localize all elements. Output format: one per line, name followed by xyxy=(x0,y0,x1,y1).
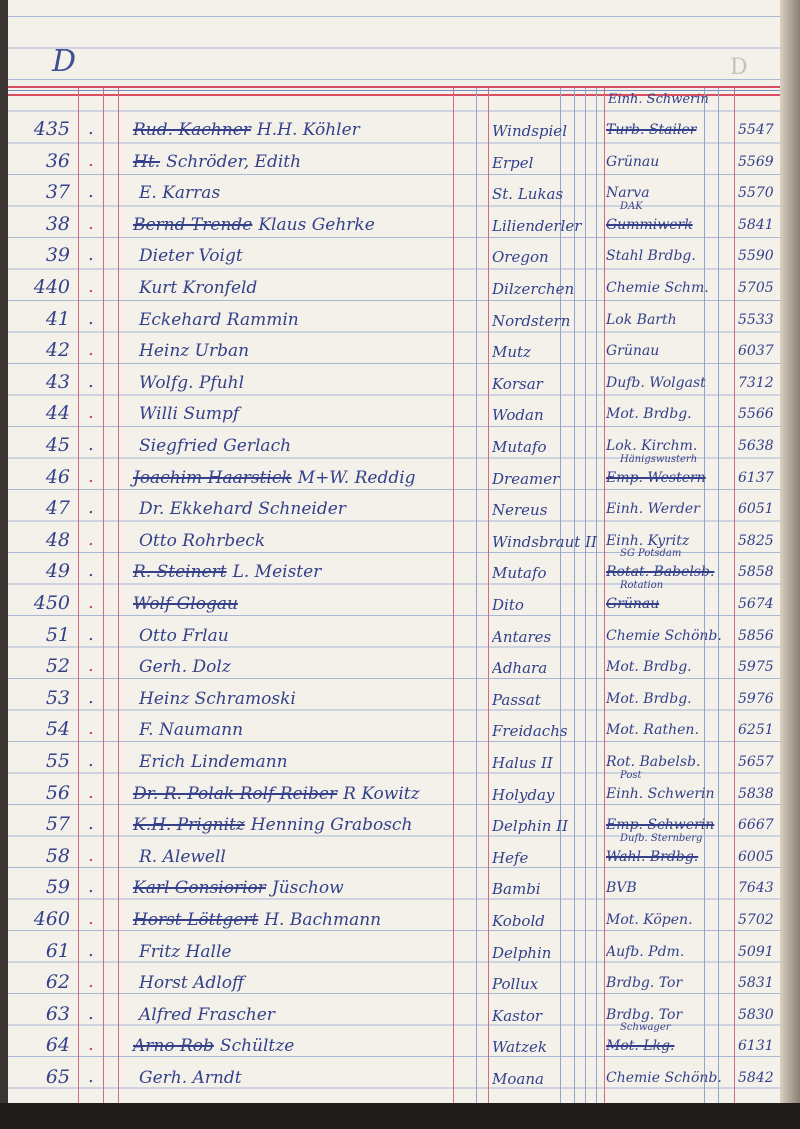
registration-number: 5858 xyxy=(738,564,774,581)
ledger-row xyxy=(0,272,800,303)
registration-number: 5533 xyxy=(738,311,774,328)
entry-number: 49 xyxy=(45,560,70,583)
club-name: Chemie Schönb. xyxy=(606,1070,722,1086)
club-name: Grünau xyxy=(606,153,660,170)
club-cell xyxy=(606,1007,734,1023)
entry-number: 55 xyxy=(45,750,70,772)
ledger-row xyxy=(0,146,800,177)
club-name: Narva xyxy=(606,185,650,202)
registration-number: 5831 xyxy=(738,975,774,992)
club-name: Stahl Brdbg. xyxy=(606,248,696,265)
entry-number: 53 xyxy=(45,686,70,709)
registration-number: 5975 xyxy=(738,659,774,676)
club-annotation: Dufb. Sternberg xyxy=(620,832,703,844)
member-name: L. Meister xyxy=(232,562,322,583)
registration-number: 5705 xyxy=(738,280,774,296)
club-cell xyxy=(606,722,734,738)
entry-number: 450 xyxy=(33,592,70,614)
entry-dot: . xyxy=(88,149,94,171)
entry-dot: . xyxy=(88,339,94,361)
ledger-row xyxy=(0,683,800,714)
registration-number: 6251 xyxy=(738,722,774,739)
boat-name: Watzek xyxy=(492,1038,547,1057)
club-cell xyxy=(606,217,734,233)
registration-number: 6131 xyxy=(738,1038,774,1055)
member-name-cell xyxy=(133,815,412,835)
struck-name: Ht. xyxy=(133,151,161,172)
club-annotation: Hänigswusterh xyxy=(620,453,698,465)
member-name: Eckehard Rammin xyxy=(139,309,299,330)
club-annotation: Post xyxy=(620,769,642,781)
entry-number: 56 xyxy=(45,781,70,804)
boat-name: Freidachs xyxy=(492,722,568,741)
struck-name: Horst Löttgert xyxy=(133,910,259,930)
registration-number: 5976 xyxy=(738,690,774,707)
member-name-cell xyxy=(133,1036,294,1056)
member-name-cell xyxy=(133,784,420,804)
club-cell xyxy=(606,944,734,960)
entry-number: 57 xyxy=(45,813,70,836)
registration-number: 5091 xyxy=(738,943,774,960)
ledger-row xyxy=(0,398,800,429)
boat-name: Mutafo xyxy=(492,438,547,456)
boat-name: Bambi xyxy=(492,880,541,899)
club-cell xyxy=(606,975,734,991)
boat-name: Oregon xyxy=(492,248,549,267)
struck-name: Bernd Trende xyxy=(133,214,253,235)
entry-number: 48 xyxy=(45,528,70,551)
member-name: H. Bachmann xyxy=(264,910,382,930)
club-cell xyxy=(606,343,734,359)
member-name: Fritz Halle xyxy=(139,941,232,962)
club-cell xyxy=(606,406,734,422)
entry-number: 37 xyxy=(45,181,70,204)
entry-number: 440 xyxy=(33,276,70,298)
page-bottom-edge xyxy=(0,1103,800,1129)
entry-number: 62 xyxy=(45,971,70,994)
boat-name: Kastor xyxy=(492,1006,543,1025)
registration-number: 6051 xyxy=(738,501,774,518)
ledger-row xyxy=(0,1062,800,1093)
club-name: Brdbg. Tor xyxy=(606,975,683,992)
club-cell xyxy=(606,375,734,391)
boat-name: Erpel xyxy=(492,153,534,172)
boat-name: Delphin II xyxy=(492,817,569,836)
entry-dot: . xyxy=(88,718,94,740)
registration-number: 5547 xyxy=(738,122,774,138)
entry-dot: . xyxy=(88,971,94,993)
member-name: Schültze xyxy=(219,1036,295,1057)
boat-name: Dito xyxy=(492,596,524,614)
club-name: Lok. Kirchm. xyxy=(606,438,698,454)
club-cell xyxy=(606,628,734,644)
ledger-row xyxy=(0,493,800,524)
entry-number: 36 xyxy=(45,149,70,172)
member-name: Henning Grabosch xyxy=(250,815,413,836)
struck-name: Rud. Kachner xyxy=(133,120,251,140)
struck-name: Wolf Glogau xyxy=(133,594,238,614)
member-name-cell xyxy=(133,720,243,740)
boat-name: Delphin xyxy=(492,943,552,962)
club-cell xyxy=(606,248,734,264)
entry-number: 51 xyxy=(45,623,70,646)
entry-number: 59 xyxy=(45,876,70,899)
club-name: Einh. Werder xyxy=(606,501,700,518)
club-cell xyxy=(606,280,734,296)
club-name: Mot. Brdbg. xyxy=(606,659,692,676)
boat-name: Windsbraut II xyxy=(492,532,597,551)
ledger-row xyxy=(0,651,800,682)
club-name: Lok Barth xyxy=(606,311,677,328)
ledger-row xyxy=(0,367,800,398)
ledger-row xyxy=(0,746,800,777)
club-name: Aufb. Pdm. xyxy=(606,943,685,960)
struck-club: Wahl. Brdbg. xyxy=(606,848,699,865)
member-name-cell xyxy=(133,847,226,867)
member-name: Wolfg. Pfuhl xyxy=(139,372,245,393)
ledger-row xyxy=(0,936,800,967)
boat-name: Korsar xyxy=(492,374,543,393)
ledger-row xyxy=(0,240,800,271)
club-cell xyxy=(606,1038,734,1054)
entry-dot: . xyxy=(88,623,94,645)
registration-number: 7643 xyxy=(738,880,774,897)
ledger-row xyxy=(0,620,800,651)
member-name-cell xyxy=(133,152,301,172)
entry-dot: . xyxy=(88,560,94,582)
entry-number: 54 xyxy=(45,718,70,741)
member-name: Kurt Kronfeld xyxy=(139,278,258,298)
entry-dot: . xyxy=(88,370,94,392)
club-cell xyxy=(606,533,734,549)
club-name: Dufb. Wolgast xyxy=(606,374,706,391)
entry-dot: . xyxy=(88,118,94,139)
entry-dot: . xyxy=(88,939,94,961)
member-name: R Kowitz xyxy=(343,783,420,804)
boat-name: St. Lukas xyxy=(492,185,564,204)
entry-dot: . xyxy=(88,465,94,487)
registration-number: 6005 xyxy=(738,848,774,865)
club-name: BVB xyxy=(606,880,637,897)
ghost-letter: D xyxy=(730,55,748,80)
struck-club: Emp. Western xyxy=(606,469,706,486)
boat-name: Mutafo xyxy=(492,564,547,583)
struck-club: Grünau xyxy=(606,596,660,612)
registration-number: 5674 xyxy=(738,596,774,612)
struck-club: Rotat. Babelsb. xyxy=(606,564,715,581)
struck-name: Dr. R. Polak Rolf Reiber xyxy=(133,783,338,804)
club-cell xyxy=(606,849,734,865)
ledger-row xyxy=(0,714,800,745)
entry-dot: . xyxy=(88,686,94,708)
club-name: Mot. Brdbg. xyxy=(606,406,692,423)
registration-number: 5590 xyxy=(738,248,774,265)
member-name-cell xyxy=(133,942,231,962)
entry-dot: . xyxy=(88,750,94,771)
entry-number: 61 xyxy=(45,939,70,962)
member-name-cell xyxy=(133,910,381,930)
entry-number: 46 xyxy=(45,465,70,488)
boat-name: Mutz xyxy=(492,343,531,362)
registration-number: 7312 xyxy=(738,374,774,391)
member-name-cell xyxy=(133,973,244,993)
club-name: Grünau xyxy=(606,343,660,360)
member-name: Dieter Voigt xyxy=(139,246,243,267)
ledger-row xyxy=(0,548,800,587)
entry-dot: . xyxy=(88,434,94,455)
member-name-cell xyxy=(133,183,220,203)
club-cell xyxy=(606,122,734,138)
boat-name: Passat xyxy=(492,690,541,709)
club-annotation: SG Potsdam xyxy=(620,548,682,560)
struck-club: Mot. Lkg. xyxy=(606,1038,675,1055)
boat-name: Nordstern xyxy=(492,311,571,330)
entry-dot: . xyxy=(88,908,94,929)
entry-number: 63 xyxy=(45,1002,70,1025)
member-name: Horst Adloff xyxy=(139,973,245,994)
ledger-row xyxy=(0,335,800,366)
member-name: Otto Frlau xyxy=(139,625,229,646)
entry-number: 45 xyxy=(45,434,70,456)
member-name-cell xyxy=(133,1005,275,1025)
registration-number: 5570 xyxy=(738,185,774,202)
boat-name: Adhara xyxy=(492,659,548,678)
club-name: Chemie Schm. xyxy=(606,280,709,296)
club-name: Einh. Schwerin xyxy=(606,785,715,802)
club-name: Mot. Rathen. xyxy=(606,722,699,739)
registration-number: 6137 xyxy=(738,469,774,486)
club-cell xyxy=(606,470,734,486)
struck-name: K.H. Prignitz xyxy=(133,815,245,836)
club-name: Einh. Kyritz xyxy=(606,532,690,549)
member-name: Gerh. Arndt xyxy=(139,1068,242,1088)
club-name: Brdbg. Tor xyxy=(606,1006,683,1023)
member-name-cell xyxy=(133,752,288,772)
registration-number: 6667 xyxy=(738,817,774,834)
boat-name: Hefe xyxy=(492,848,529,867)
entry-number: 44 xyxy=(45,402,70,425)
ledger-row xyxy=(0,200,800,240)
registration-number: 5842 xyxy=(738,1070,774,1086)
member-name: Siegfried Gerlach xyxy=(139,436,292,456)
ledger-row xyxy=(0,872,800,903)
member-name: Gerh. Dolz xyxy=(139,657,231,678)
club-cell xyxy=(606,438,734,454)
club-cell xyxy=(606,185,734,201)
entry-number: 43 xyxy=(45,370,70,393)
member-name: Otto Rohrbeck xyxy=(139,530,266,551)
club-cell xyxy=(606,312,734,328)
struck-name: Joachim Haarstick xyxy=(133,467,292,488)
entry-number: 47 xyxy=(45,497,70,520)
entry-dot: . xyxy=(88,813,94,835)
member-name-cell xyxy=(133,626,229,646)
ledger-row xyxy=(0,832,800,872)
member-name: Alfred Frascher xyxy=(139,1004,275,1025)
entry-dot: . xyxy=(88,402,94,424)
member-name: H.H. Köhler xyxy=(256,120,360,140)
club-cell xyxy=(606,817,734,833)
ledger-row xyxy=(0,580,800,619)
entry-dot: . xyxy=(88,1002,94,1024)
entry-dot: . xyxy=(88,1034,94,1056)
boat-name: Dreamer xyxy=(492,469,560,488)
ledger-row xyxy=(0,999,800,1030)
ledger-row xyxy=(0,114,800,145)
member-name: Jüschow xyxy=(271,878,344,899)
entry-dot: . xyxy=(88,276,94,297)
entry-dot: . xyxy=(88,497,94,519)
club-name: Chemie Schönb. xyxy=(606,627,722,644)
boat-name: Nereus xyxy=(492,501,548,520)
member-name-cell xyxy=(133,1068,242,1088)
club-cell xyxy=(606,691,734,707)
member-name: Heinz Urban xyxy=(139,341,250,362)
entry-number: 41 xyxy=(45,307,70,330)
registration-number: 5841 xyxy=(738,216,774,233)
member-name: Schröder, Edith xyxy=(166,151,302,172)
registration-number: 5702 xyxy=(738,912,774,928)
registration-number: 6037 xyxy=(738,343,774,360)
entry-dot: . xyxy=(88,244,94,266)
ledger-row xyxy=(0,967,800,998)
ledger-row xyxy=(0,904,800,935)
entry-number: 65 xyxy=(45,1066,70,1088)
header-rule-red xyxy=(8,86,780,88)
registration-number: 5825 xyxy=(738,532,774,549)
member-name: E. Karras xyxy=(139,183,221,204)
member-name: Erich Lindemann xyxy=(139,752,288,772)
boat-name: Wodan xyxy=(492,406,544,425)
boat-name: Dilzerchen xyxy=(492,280,575,298)
member-name-cell xyxy=(133,531,265,551)
club-name: Mot. Brdbg. xyxy=(606,690,692,707)
entry-dot: . xyxy=(88,781,94,803)
member-name-cell xyxy=(133,341,249,361)
club-cell xyxy=(606,596,734,612)
member-name: Willi Sumpf xyxy=(139,404,240,425)
club-cell xyxy=(606,154,734,170)
boat-name: Kobold xyxy=(492,912,545,930)
entry-dot: . xyxy=(88,655,94,677)
club-annotation: DAK xyxy=(620,200,643,212)
club-annotation: Schwager xyxy=(620,1022,671,1034)
header-rule-blue xyxy=(8,90,780,91)
club-cell xyxy=(606,564,734,580)
member-name-cell xyxy=(133,246,243,266)
entry-number: 38 xyxy=(45,212,70,235)
registration-number: 5566 xyxy=(738,406,774,423)
member-name: F. Naumann xyxy=(139,720,244,741)
club-name: Rot. Babelsb. xyxy=(606,754,701,770)
club-annotation: Rotation xyxy=(620,580,664,591)
member-name-cell xyxy=(133,657,231,677)
registration-number: 5569 xyxy=(738,153,774,170)
page-letter: D xyxy=(52,44,77,79)
entry-number: 52 xyxy=(45,655,70,678)
member-name-cell xyxy=(133,404,239,424)
club-cell xyxy=(606,880,734,896)
boat-name: Halus II xyxy=(492,754,553,772)
club-name: Mot. Köpen. xyxy=(606,912,693,928)
entry-number: 58 xyxy=(45,844,70,867)
member-name-cell xyxy=(133,310,299,330)
entry-dot: . xyxy=(88,528,94,550)
club-cell xyxy=(606,912,734,928)
struck-name: R. Steinert xyxy=(133,562,227,583)
struck-club: Turb. Stailer xyxy=(606,122,697,138)
member-name-cell xyxy=(133,878,344,898)
member-name-cell xyxy=(133,468,416,488)
member-name: Dr. Ekkehard Schneider xyxy=(139,499,346,520)
member-name: M+W. Reddig xyxy=(297,467,416,488)
entry-number: 42 xyxy=(45,339,70,362)
member-name: R. Alewell xyxy=(139,846,226,867)
registration-number: 5638 xyxy=(738,438,774,454)
ledger-row xyxy=(0,304,800,335)
struck-name: Arno Rob xyxy=(133,1036,214,1057)
member-name-cell xyxy=(133,215,375,235)
entry-number: 64 xyxy=(45,1034,70,1057)
member-name-cell xyxy=(133,278,257,298)
member-name-cell xyxy=(133,373,244,393)
ledger-row xyxy=(0,453,800,493)
entry-dot: . xyxy=(88,592,94,613)
top-annotation: Einh. Schwerin xyxy=(608,92,709,107)
struck-club: Emp. Schwerin xyxy=(606,817,715,834)
struck-name: Karl Gonsiorior xyxy=(133,878,266,899)
registration-number: 5657 xyxy=(738,754,774,770)
member-name-cell xyxy=(133,436,291,456)
member-name-cell xyxy=(133,120,360,140)
club-cell xyxy=(606,659,734,675)
entry-number: 39 xyxy=(45,244,70,267)
entry-dot: . xyxy=(88,212,94,234)
club-cell xyxy=(606,786,734,802)
entry-number: 460 xyxy=(33,908,70,930)
member-name-cell xyxy=(133,689,296,709)
entry-dot: . xyxy=(88,307,94,329)
ledger-row xyxy=(0,1022,800,1061)
entry-dot: . xyxy=(88,844,94,866)
member-name-cell xyxy=(133,594,244,614)
entry-number: 435 xyxy=(33,118,70,140)
struck-club: Gummiwerk xyxy=(606,216,693,233)
club-cell xyxy=(606,1070,734,1086)
boat-name: Antares xyxy=(492,627,552,646)
boat-name: Moana xyxy=(492,1070,544,1088)
entry-dot: . xyxy=(88,181,94,203)
registration-number: 5856 xyxy=(738,627,774,644)
member-name: Klaus Gehrke xyxy=(258,214,375,235)
boat-name: Holyday xyxy=(492,785,555,804)
member-name: Heinz Schramoski xyxy=(139,688,296,709)
boat-name: Windspiel xyxy=(492,122,567,140)
club-cell xyxy=(606,754,734,770)
club-cell xyxy=(606,501,734,517)
registration-number: 5838 xyxy=(738,785,774,802)
boat-name: Pollux xyxy=(492,975,539,994)
registration-number: 5830 xyxy=(738,1006,774,1023)
member-name-cell xyxy=(133,562,321,582)
entry-dot: . xyxy=(88,876,94,898)
member-name-cell xyxy=(133,499,346,519)
ledger-row xyxy=(0,769,800,809)
boat-name: Lilienderler xyxy=(492,216,582,235)
ledger-row xyxy=(0,177,800,208)
entry-dot: . xyxy=(88,1066,94,1087)
